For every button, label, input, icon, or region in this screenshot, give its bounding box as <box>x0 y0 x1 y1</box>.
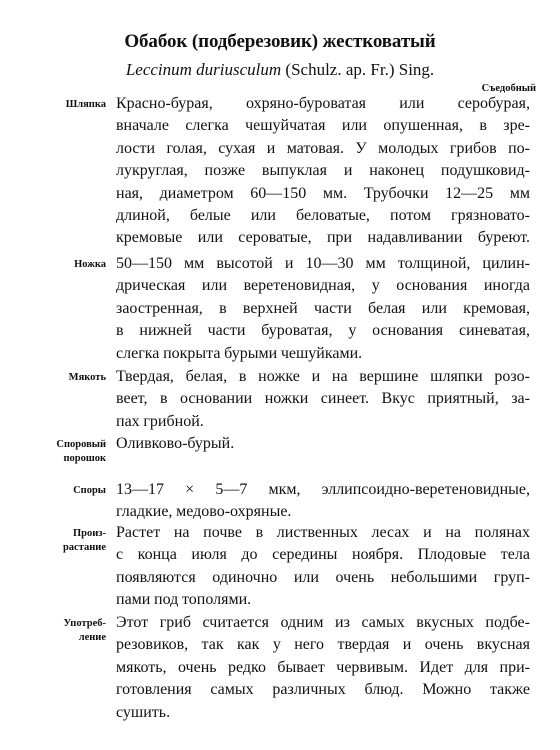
label-line: растание <box>62 542 106 553</box>
text-line: вначале слегка чешуйчатая или опушенная, в зре- <box>116 117 530 135</box>
latin-binomial: Leccinum duriusculum <box>125 60 282 79</box>
text-line: ная, диаметром 60—150 мм. Трубочки 12—25 мм <box>116 184 530 202</box>
text-line: сушить. <box>116 703 171 721</box>
label-line: ление <box>78 632 106 643</box>
text-line: лости голая, сухая и матовая. У молодых грибов по- <box>116 139 530 157</box>
label-line: порошок <box>63 453 106 464</box>
text-line: готовления самых различных блюд. Можно также <box>116 681 530 699</box>
section-body <box>116 433 530 455</box>
section-body <box>116 253 530 365</box>
label-line: Споровый <box>56 439 106 450</box>
text-line: пами под тополями. <box>116 591 252 609</box>
section-body <box>116 366 530 433</box>
text-line: резовиков, так как у него твердая и очень вкусная <box>116 636 530 654</box>
text-line: длиной, белые или беловатые, потом грязновато- <box>116 207 530 225</box>
section-label: Ножка <box>74 259 106 270</box>
section-label <box>14 522 106 555</box>
text-line: 13—17 × 5—7 мкм, эллипсоидно-веретеновидные, <box>116 481 530 498</box>
text-line: лукруглая, позже выпуклая и наконец подушковид- <box>116 162 530 180</box>
text-line: веет, в основании ножки синеет. Вкус приятный, за- <box>116 390 530 408</box>
text-line: кремовые или сероватые, при надавливании буреют. <box>116 229 530 247</box>
section-body <box>116 522 530 612</box>
text-line: в нижней части буроватая, у основания синеватая, <box>116 322 530 340</box>
section-label: Споры <box>73 485 106 496</box>
text-line: мякоть, очень редко бывает червивым. Идет для при- <box>116 658 530 676</box>
text-line: дрическая или веретеновидная, у основания иногда <box>116 277 530 295</box>
text-line: Растет на почве в лиственных лесах и на полянах <box>116 524 530 541</box>
text-line: Красно-бурая, охряно-буроватая или серобурая, <box>116 95 530 112</box>
text-line: Этот гриб считается одним из самых вкусных подбе- <box>116 614 530 631</box>
text-line: Оливково-бурый. <box>116 435 235 452</box>
label-line: Употреб- <box>63 618 106 629</box>
section-label <box>14 612 106 645</box>
text-line: 50—150 мм высотой и 10—30 мм толщиной, цилин- <box>116 255 530 272</box>
text-line: Твердая, белая, в ножке и на вершине шляпки розо- <box>116 368 530 385</box>
section-label <box>14 433 106 466</box>
text-line: появляются одиночно или очень небольшими груп- <box>116 568 530 586</box>
edibility-badge: Съедобный <box>481 83 536 94</box>
text-line: заостренная, в верхней части белая или кремовая, <box>116 299 530 317</box>
text-line: с конца июля до середины ноября. Плодовые тела <box>116 546 530 564</box>
label-line: Произ- <box>72 528 106 539</box>
text-line: пах грибной. <box>116 412 204 430</box>
section-label: Мякоть <box>68 372 106 383</box>
section-body <box>116 612 530 724</box>
page-title: Обабок (подберезовик) жестковатый <box>124 31 436 52</box>
latin-name <box>0 59 560 81</box>
text-line: гладкие, медово-охряные. <box>116 503 292 521</box>
latin-author: (Schulz. ap. Fr.) Sing. <box>285 60 435 79</box>
text-line: слегка покрыта бурыми чешуйками. <box>116 344 363 362</box>
section-body <box>116 93 530 250</box>
section-label: Шляпка <box>65 99 106 110</box>
section-body <box>116 479 530 524</box>
